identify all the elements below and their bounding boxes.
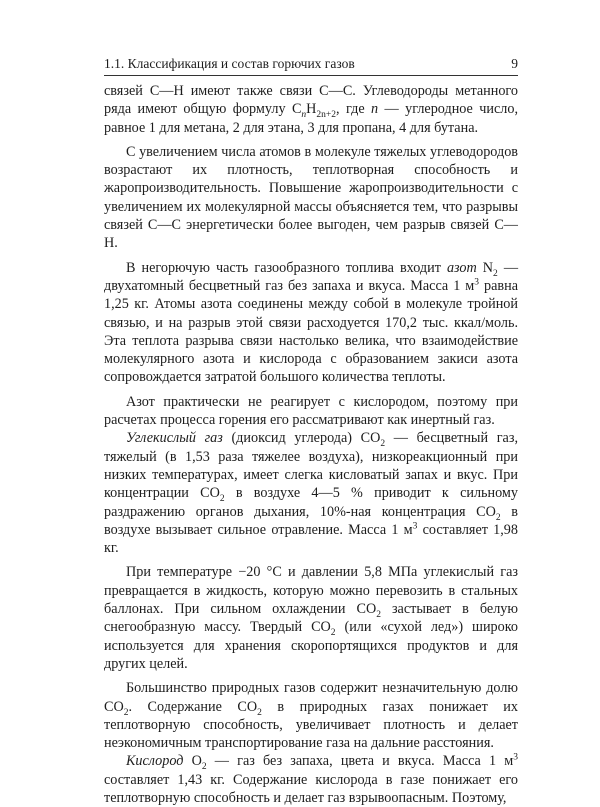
term-co2: Углекислый газ	[126, 430, 223, 447]
page-number: 9	[511, 56, 518, 71]
paragraph-8: Кислород $O_2$ — газ без запаха, цвета и вкуса. Масса 1 $м^3$ составляет 1,43 кг. Содержание кислорода в газе понижает его теплотворную способность и делает газ взрывоопасным. Поэтому,	[104, 752, 519, 806]
paragraph-4: Азот практически не реагирует с кислородом, поэтому при расчетах процесса горения его рассматривают как инертный газ.	[104, 393, 518, 429]
paragraph-5: Углекислый газ (диоксид углерода) $CO_2$ — бесцветный газ, тяжелый (в 1,53 раза тяжелее воздуха), низкореакционный при низких температурах, имеет слегка кисловатый запах и вкус. При концентрации $CO_2$ в воздухе 4—5 % приводит к сильному раздражению органов дыхания, 10%-ная концентрация $CO_2$ в воздухе вызывает сильное отравление. Масса 1 $м^3$ составляет 1,98 кг.	[104, 430, 518, 557]
body-text	[104, 82, 518, 807]
term-oxygen: Кислород	[126, 753, 184, 770]
section-title: 1.1. Классификация и состав горючих газов	[104, 56, 355, 71]
paragraph-1: связей С—Н имеют также связи С—С. Углеводороды метанного ряда имеют общую формулу $C_nH_{2n+2}$, где n — углеродное число, равное 1 для метана, 2 для этана, 3 для пропана, 4 для бутана.	[104, 83, 518, 136]
paragraph-6: При температуре −20 °С и давлении 5,8 МПа углекислый газ превращается в жидкость, которую можно перевозить в стальных баллонах. При сильном охлаждении $CO_2$ застывает в белую снегообразную массу. Твердый $CO_2$ (или «сухой лед») широко используется для хранения скоропортящихся продуктов и для других целей.	[104, 564, 518, 672]
paragraph-3: В негорючую часть газообразного топлива входит азот $N_2$ — двухатомный бесцветный газ без запаха и вкуса. Масса 1 $м^3$ равна 1,25 кг. Атомы азота соединены между собой в молекуле тройной связью, и на разрыв этой связи расходуется 170,2 тыс. ккал/моль. Эта теплота разрыва связи настолько велика, что взаимодействие молекулярного азота и кислорода с образованием закиси азота сопровождается затратой большого количества теплоты.	[104, 259, 519, 386]
paragraph-2: С увеличением числа атомов в молекуле тяжелых углеводородов возрастают их плотность, теплотворная способность и жаропроизводительность. Повышение жаропроизводительности с увеличением их молекулярной массы объясняется тем, что разрывы связей С—С энергетически более выгоден, чем разрыв связей С—Н.	[104, 143, 518, 252]
paragraph-7: Большинство природных газов содержит незначительную долю $CO_2$. Содержание $CO_2$ в природных газах понижает их теплотворную способность, увеличивает плотность и делает неэкономичным транспортирование газа на дальние расстояния.	[104, 680, 518, 752]
header-rule	[104, 75, 518, 76]
term-azot: азот	[446, 259, 477, 276]
